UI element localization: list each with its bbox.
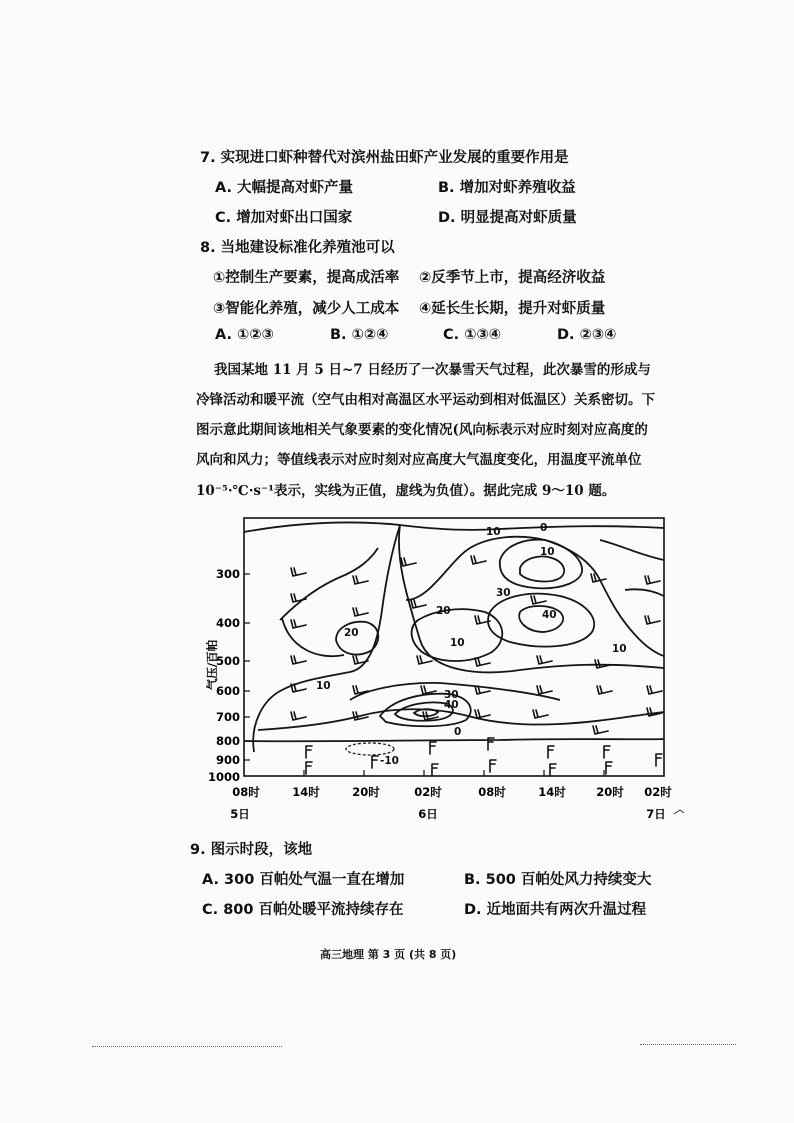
y-axis-label: 气压/百帕 [205,639,219,691]
passage-line-4: 风向和风力；等值线表示对应时刻对应高度大气温度变化，用温度平流单位 [196,452,642,468]
wind-barb-icon [647,686,662,694]
date-label: 6日 [418,807,438,821]
wind-barb-icon [291,568,306,576]
q7-option-a: A. 大幅提高对虾产量 [215,180,354,196]
q8-statement-2: ②反季节上市，提高经济收益 [419,270,606,286]
y-tick-label: 500 [215,654,240,668]
scan-artifact [640,1044,736,1045]
date-label: 5日 [230,807,250,821]
x-tick-label: 14时 [538,785,566,799]
contour-label: 10 [450,637,465,649]
wind-barb-icon [645,576,660,584]
x-tick-label: 02时 [414,785,442,799]
q9-option-a: A. 300 百帕处气温一直在增加 [202,872,405,888]
passage-line-5: 10⁻⁵·℃·s⁻¹表示，实线为正值，虚线为负值）。据此完成 9～10 题。 [196,483,616,499]
q8-statement-1: ①控制生产要素，提高成活率 [213,270,400,286]
x-tick-label: 14时 [292,785,320,799]
q8-option-d: D. ②③④ [557,327,617,343]
x-tick-label: 08时 [232,785,260,799]
wind-barb-icon [401,558,416,566]
q7-option-c: C. 增加对虾出口国家 [215,210,353,226]
wind-barb-icon [593,726,608,734]
wind-barb-icon [291,712,306,720]
contour-label: 10 [486,526,501,538]
contour-label: 30 [444,689,459,701]
wind-barb-icon [597,686,612,694]
wind-barb-icon [550,764,556,776]
contour-dashed-negative [346,743,394,755]
passage-line-1: 我国某地 11 月 5 日~7 日经历了一次暴雪天气过程，此次暴雪的形成与 [214,362,651,378]
wind-barb-icon [490,760,496,772]
wind-barb-icon [417,656,432,664]
scan-artifact [92,1046,282,1047]
wind-barb-icon [475,658,490,666]
contour-label: 10 [540,546,555,558]
wind-barb-icon [548,746,554,758]
contour-label: 20 [344,627,359,639]
page-footer: 高三地理 第 3 页 (共 8 页) [320,948,457,961]
wind-barb-icon [306,746,312,758]
contour-label: 0 [540,522,548,534]
passage-line-3: 图示意此期间该地相关气象要素的变化情况(风向标表示对应时刻对应高度的 [196,422,648,438]
q7-option-d: D. 明显提高对虾质量 [438,210,577,226]
wind-barb-icon [432,764,438,776]
contour-line-0-surface [244,739,664,741]
q9-option-d: D. 近地面共有两次升温过程 [464,902,647,918]
y-tick-label: 400 [215,616,240,630]
q9-option-b: B. 500 百帕处风力持续变大 [464,872,652,888]
contour-label: 0 [454,726,462,738]
q8-option-c: C. ①③④ [443,327,502,343]
wind-barb-icon [604,746,610,758]
contour-line-20-upper [406,537,664,656]
y-tick-label: 600 [215,684,240,698]
q7-stem: 7. 实现进口虾种替代对滨州盐田虾产业发展的重要作用是 [200,150,569,166]
q8-option-a: A. ①②③ [215,327,274,343]
wind-barb-icon [531,596,546,604]
y-tick-label: 700 [215,710,240,724]
wind-barb-icon [353,576,368,584]
wind-barb-icon [471,556,486,564]
wind-barb-icon [372,756,378,768]
contour-label: 10 [316,680,331,692]
contour-loop-20-small [520,556,564,581]
date-label: 7日 [646,807,666,821]
wind-barb-icon [353,608,368,616]
x-tick-label: 20时 [596,785,624,799]
q8-statement-4: ④延长生长期，提升对虾质量 [419,301,606,317]
q7-option-b: B. 增加对虾养殖收益 [438,180,576,196]
x-tick-label: 08时 [478,785,506,799]
wind-barb-icon [606,762,612,774]
q9-stem: 9. 图示时段，该地 [190,842,313,858]
contour-label: 30 [496,587,511,599]
wind-barb-icon [291,620,306,628]
contour-label: 20 [436,605,451,617]
q8-stem: 8. 当地建设标准化养殖池可以 [200,240,395,256]
wind-barb-icon [306,762,312,774]
stray-mark [674,810,684,814]
contour-label: 40 [542,609,557,621]
x-tick-label: 20时 [352,785,380,799]
q8-option-b: B. ①②④ [330,327,389,343]
wind-barb-icon [430,742,436,754]
wind-barb-icon [291,656,306,664]
y-tick-label: 800 [215,734,240,748]
contour-label: -10 [380,755,399,767]
contour-line-top-10 [244,522,664,532]
passage-line-2: 冷锋活动和暖平流（空气由相对高温区水平运动到相对低温区）关系密切。下 [196,392,655,408]
q8-statement-3: ③智能化养殖，减少人工成本 [213,301,400,317]
wind-barb-icon [645,616,660,624]
wind-barb-icon [533,710,548,718]
y-tick-label: 300 [215,567,240,581]
wind-barb-icon [537,656,552,664]
wind-barb-icon [656,754,662,766]
y-tick-label: 900 [215,753,240,767]
x-tick-label: 02时 [644,785,672,799]
wind-barb-icon [475,710,490,718]
wind-barb-icon [537,686,552,694]
wind-barb-icon [421,686,436,694]
contour-line-right [600,540,664,596]
contour-label: 10 [612,643,627,655]
wind-barb-icon [411,600,426,608]
contour-label: 40 [444,699,459,711]
q9-option-c: C. 800 百帕处暖平流持续存在 [202,902,404,918]
y-tick-label: 1000 [207,770,240,784]
